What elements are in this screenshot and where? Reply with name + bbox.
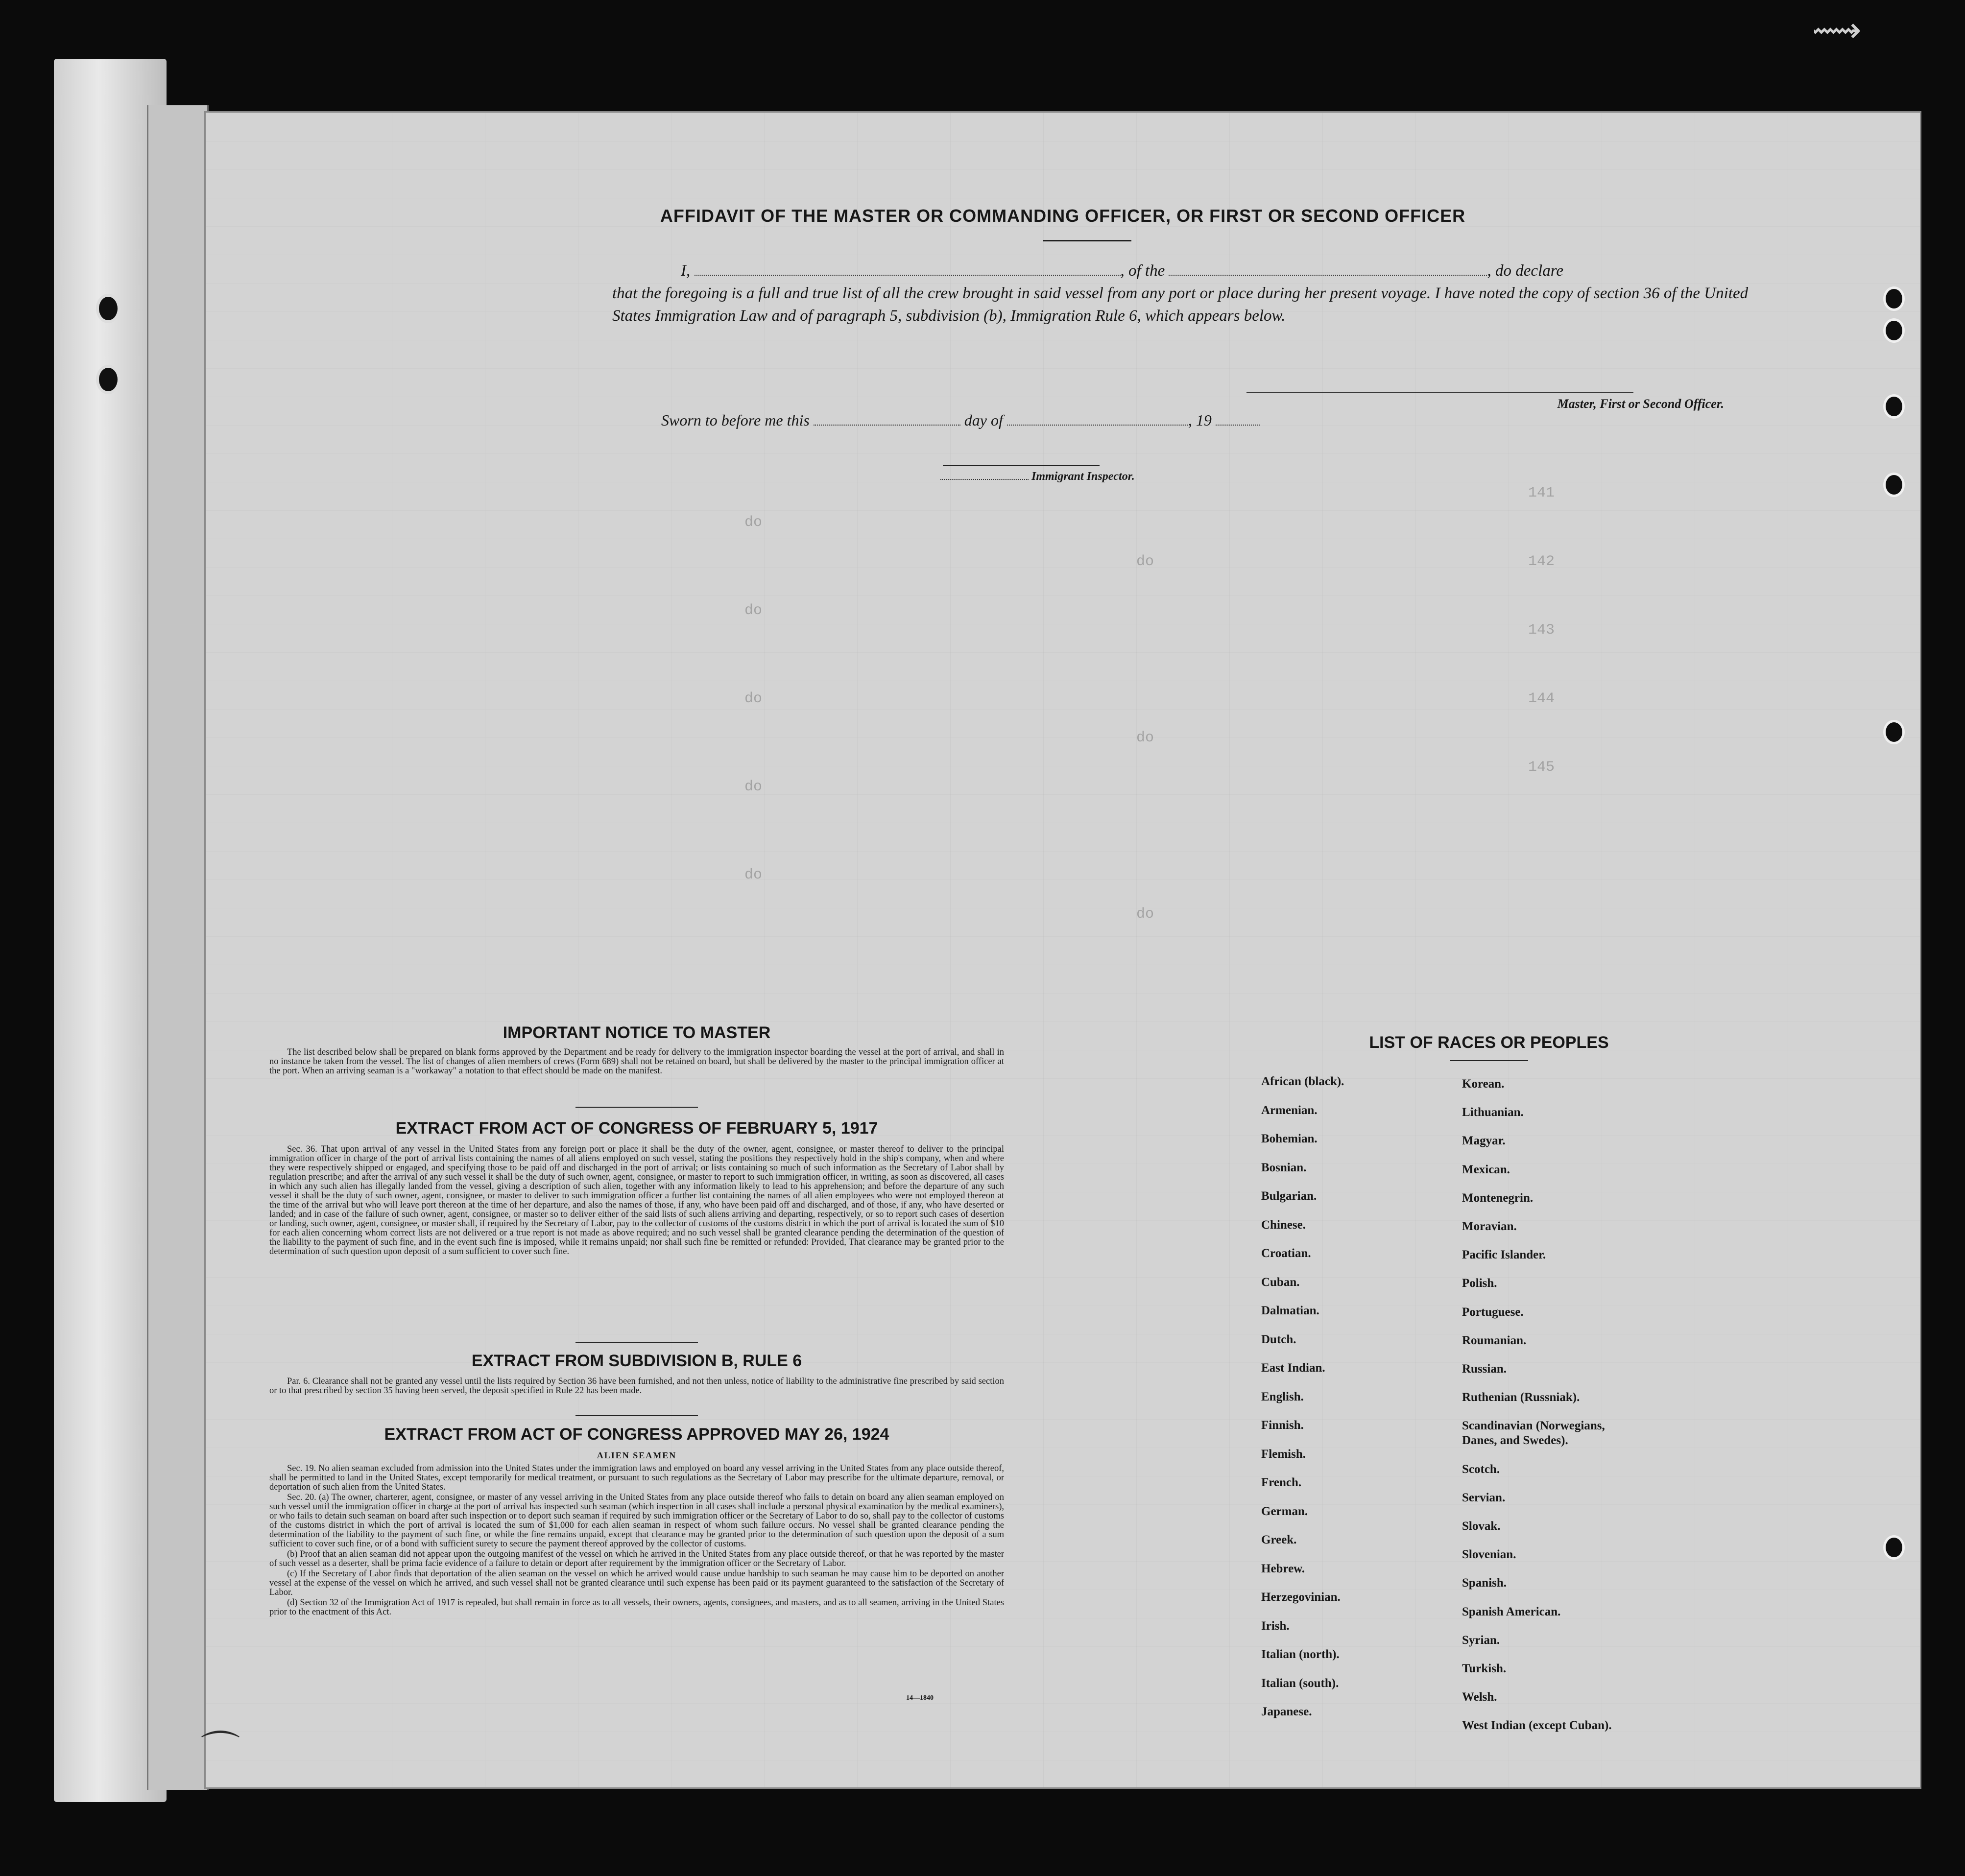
punch-hole <box>1883 394 1905 419</box>
day-blank[interactable] <box>814 412 960 426</box>
race-item: Dalmatian. <box>1261 1304 1319 1317</box>
race-item: Slovak. <box>1462 1520 1501 1533</box>
bleed-through: do <box>744 690 763 707</box>
month-blank[interactable] <box>1007 412 1188 426</box>
race-item: Montenegrin. <box>1462 1191 1534 1205</box>
race-item: Lithuanian. <box>1462 1106 1524 1119</box>
race-item: West Indian (except Cuban). <box>1462 1719 1612 1733</box>
notice-title: IMPORTANT NOTICE TO MASTER <box>503 1023 771 1042</box>
race-item: French. <box>1261 1476 1302 1489</box>
punch-hole <box>1883 720 1905 744</box>
declare-label: , do declare <box>1487 262 1563 280</box>
race-item: Ruthenian (Russniak). <box>1462 1391 1580 1404</box>
race-item: English. <box>1261 1390 1304 1403</box>
bleed-through: 143 <box>1528 622 1555 639</box>
race-item: Bosnian. <box>1261 1161 1307 1174</box>
binder-hole <box>96 365 120 394</box>
races-title: LIST OF RACES OR PEOPLES <box>1369 1033 1609 1052</box>
race-item: Danes, and Swedes). <box>1462 1434 1568 1448</box>
race-item: Armenian. <box>1261 1103 1318 1117</box>
bleed-through: do <box>744 867 763 883</box>
race-item: Korean. <box>1462 1077 1505 1091</box>
race-item: Spanish. <box>1462 1576 1507 1590</box>
affidavit-line-1 <box>612 260 1788 282</box>
year-blank[interactable] <box>1216 412 1260 426</box>
race-item: Servian. <box>1462 1491 1506 1504</box>
extract-1924-text <box>269 1464 1004 1618</box>
race-item: Moravian. <box>1462 1220 1517 1233</box>
extract-1924-paragraph: Sec. 20. (a) The owner, charterer, agent, consignee, or master of any vessel arriving in the United States from any place outside thereof who fails to detain on board any alien seaman employed on such vessel until the immigration officer in charge at the port of arrival has inspected such seaman (which inspection in all cases shall include a personal physical examination by the medical examiners), or who fails to detain such seaman on board after such inspection or to deport such seaman if required by such immigration officer or the Secretary of Labor to do so, shall pay to the collector of customs of the customs district in which the port of arrival is located the sum of $1,000 for each alien seaman in respect of whom such failure occurs. No vessel shall be granted clearance pending the determination of the liability to the payment of such fine, or while the fine remains unpaid, except that clearance may be granted prior to the determination of such question upon the deposit of a sum sufficient to cover such fine, or of a bond with sufficient surety to secure the payment thereof approved by the collector of customs. <box>269 1493 1004 1549</box>
race-item: Russian. <box>1462 1362 1507 1376</box>
race-item: Magyar. <box>1462 1134 1506 1148</box>
of-the-label: , of the <box>1120 262 1165 280</box>
race-item: Scotch. <box>1462 1462 1500 1476</box>
extract-1924-paragraph: (d) Section 32 of the Immigration Act of 1917 is repealed, but shall remain in force as to all vessels, their owners, agents, consignees, and masters, and as to all seamen, arriving in the United States prior to the enactment of this Act. <box>269 1598 1004 1617</box>
race-item: Japanese. <box>1261 1705 1312 1718</box>
extract-rule6-paragraph: Par. 6. Clearance shall not be granted any vessel until the lists required by Section 36 have been furnished, and not then unless, notice of liability to the administrative fine prescribed by said section or to that prescribed by section 35 having been served, the deposit specified in Rule 22 has been made. <box>269 1377 1004 1396</box>
race-item: Chinese. <box>1261 1218 1306 1232</box>
race-item: Portuguese. <box>1462 1305 1524 1319</box>
vessel-blank[interactable] <box>1169 262 1487 276</box>
manifest-sheet <box>201 113 1920 1787</box>
race-item: Flemish. <box>1261 1447 1306 1461</box>
extract-1924-paragraph: (c) If the Secretary of Labor finds that deportation of the alien seaman on the vessel on which he arrived would cause undue hardship to such seaman he may cause him to be deported on another vessel at the expense of the vessel on which he arrived, and such vessel shall not be granted clearance until such expense has been paid or its payment guaranteed to the satisfaction of the Secretary of Labor. <box>269 1569 1004 1597</box>
race-item: Roumanian. <box>1462 1333 1527 1347</box>
race-item: Spanish American. <box>1462 1605 1561 1618</box>
bleed-through: do <box>744 602 763 619</box>
race-item: Mexican. <box>1462 1163 1510 1176</box>
inspector-blank[interactable] <box>940 470 1029 480</box>
extract-1917-title: EXTRACT FROM ACT OF CONGRESS OF FEBRUARY 5, 1917 <box>395 1119 878 1138</box>
sworn-day-label: day of <box>964 411 1003 429</box>
bleed-through: 141 <box>1528 485 1555 501</box>
race-item: Italian (south). <box>1261 1676 1339 1690</box>
i-label: I, <box>681 262 691 280</box>
section-rule <box>575 1342 698 1343</box>
form-code: 14—1840 <box>906 1694 934 1702</box>
title-rule <box>1043 240 1131 241</box>
bleed-through: 144 <box>1528 690 1555 707</box>
extract-1917-text <box>269 1145 1004 1258</box>
races-rule <box>1450 1060 1528 1061</box>
extract-1924-paragraph: Sec. 19. No alien seaman excluded from admission into the United States under the immigration laws and employed on board any vessel arriving in the United States from any place outside thereof, shall be permitted to land in the United States, except temporarily for medical treatment, or pursuant to such regulations as the Secretary of Labor may prescribe for the ultimate departure, removal, or deportation of such alien from the United States. <box>269 1464 1004 1492</box>
extract-1924-title: EXTRACT FROM ACT OF CONGRESS APPROVED MAY 26, 1924 <box>384 1425 889 1444</box>
section-rule <box>575 1107 698 1108</box>
punch-hole <box>1883 473 1905 497</box>
handwritten-mark: ⟿ <box>1812 12 1862 49</box>
sworn-statement <box>661 411 1260 429</box>
race-item: German. <box>1261 1504 1308 1518</box>
bleed-through: 142 <box>1528 553 1555 570</box>
notice-text <box>269 1048 1004 1077</box>
race-item: East Indian. <box>1261 1361 1325 1375</box>
race-item: Slovenian. <box>1462 1548 1516 1562</box>
sworn-prefix: Sworn to before me this <box>661 411 810 429</box>
bleed-through: do <box>1136 553 1154 570</box>
race-item: Bulgarian. <box>1261 1189 1317 1203</box>
bleed-through: do <box>1136 906 1154 923</box>
race-item: Welsh. <box>1462 1690 1497 1704</box>
race-item: Pacific Islander. <box>1462 1248 1546 1262</box>
race-item: Dutch. <box>1261 1332 1296 1346</box>
race-item: Italian (north). <box>1261 1648 1340 1661</box>
race-item: Herzegovinian. <box>1261 1591 1341 1604</box>
punch-hole <box>1883 1535 1905 1560</box>
bleed-through: do <box>744 779 763 795</box>
race-item: Syrian. <box>1462 1633 1500 1647</box>
race-item: Hebrew. <box>1261 1562 1305 1575</box>
race-item: Irish. <box>1261 1619 1290 1633</box>
extract-1924-paragraph: (b) Proof that an alien seaman did not appear upon the outgoing manifest of the vessel on which he arrived in the United States from any place outside thereof, or that he was reported by the master of such vessel as a deserter, shall be prima facie evidence of a failure to detain or deport after requirement by the immigration officer or the Secretary of Labor. <box>269 1549 1004 1568</box>
binder-hole <box>96 294 120 323</box>
signature-label: Master, First or Second Officer. <box>1557 397 1724 411</box>
punch-hole <box>1883 318 1905 343</box>
extract-rule6-text <box>269 1377 1004 1397</box>
punch-hole <box>1883 286 1905 311</box>
inspector-signature <box>940 470 1135 483</box>
race-item: Turkish. <box>1462 1662 1507 1675</box>
affidavit-statement <box>612 260 1788 327</box>
race-item: Bohemian. <box>1261 1132 1318 1145</box>
affidavit-title: AFFIDAVIT OF THE MASTER OR COMMANDING OFFICER, OR FIRST OR SECOND OFFICER <box>660 206 1466 226</box>
race-item: Polish. <box>1462 1277 1497 1290</box>
underlying-page-edge <box>147 105 209 1790</box>
race-item: Finnish. <box>1261 1419 1304 1432</box>
inspector-rule <box>943 465 1100 466</box>
extract-1917-paragraph: Sec. 36. That upon arrival of any vessel in the United States from any foreign port or place it shall be the duty of the owner, agent, consignee, or master thereof to deliver to the principal immigration officer in charge of the port of arrival lists containing the names of all aliens employed on such vessel, stating the positions they respectively hold in the ship's company, when and where they were respectively shipped or engaged, and specifying those to be paid off and discharged in the port of arrival; or lists containing so much of such information as the Secretary of Labor shall by regulation prescribe; and after the arrival of any such vessel it shall be the duty of such owner, agent, consignee, or master to report to such immigration officer, in writing, as soon as discovered, all cases in which any such alien has illegally landed from the vessel, giving a description of such alien, together with any information likely to lead to his apprehension; and before the departure of any such vessel it shall be the duty of such owner, agent, consignee, or master to deliver to such immigration officer a further list containing the names of all alien employees who were not employed thereon at the time of the arrival but who will leave port thereon at the time of her departure, and also the names of those, if any, who have been paid off and discharged, and of those, if any, who have deserted or landed; and in case of the failure of such owner, agent, consignee, or master so to deliver either of the said lists of such aliens arriving and departing, respectively, or so to report such cases of desertion or landing, such owner, agent, consignee, or master shall, if required by the Secretary of Labor, pay to the collector of customs of the customs district in which the port of arrival is located the sum of $10 for each alien concerning whom correct lists are not delivered or a true report is not made as above required; and no such vessel shall be granted clearance pending the determination of the question of the liability to the payment of such fine, and in the event such fine is imposed, while it remains unpaid; nor shall such fine be remitted or refunded: Provided, That clearance may be granted prior to the determination of such question upon deposit of a sum sufficient to cover such fine. <box>269 1144 1004 1257</box>
bleed-through: do <box>1136 730 1154 746</box>
extract-rule6-title: EXTRACT FROM SUBDIVISION B, RULE 6 <box>471 1352 802 1370</box>
affidavit-body: that the foregoing is a full and true list of all the crew brought in said vessel from any port or place during her present voyage. I have noted the copy of section 36 of the United States Immigration Law and of paragraph 5, subdivision (b), Immigration Rule 6, which appears below. <box>612 285 1749 325</box>
inspector-label: Immigrant Inspector. <box>1031 470 1135 483</box>
race-item: Cuban. <box>1261 1275 1300 1289</box>
signature-line[interactable] <box>1246 392 1633 393</box>
race-item: Greek. <box>1261 1533 1297 1546</box>
section-rule <box>575 1415 698 1416</box>
sworn-year-label: , 19 <box>1188 411 1212 429</box>
race-item: Scandinavian (Norwegians, <box>1462 1419 1605 1433</box>
handwritten-mark: ⌒ <box>201 1730 240 1773</box>
notice-paragraph: The list described below shall be prepared on blank forms approved by the Department and be ready for delivery to the immigration inspector boarding the vessel at the port of arrival, and shall in no instance be taken from the vessel. The list of changes of alien members of crews (Form 689) shall not be retained on board, but shall be delivered by the master to the principal immigration officer at the port. When an arriving seaman is a "workaway" a notation to that effect should be made on the manifest. <box>269 1047 1004 1076</box>
race-item: African (black). <box>1261 1075 1344 1088</box>
name-blank[interactable] <box>695 262 1121 276</box>
bleed-through: 145 <box>1528 759 1555 776</box>
race-item: Croatian. <box>1261 1247 1311 1260</box>
extract-1924-subtitle: ALIEN SEAMEN <box>597 1450 677 1460</box>
bleed-through: do <box>744 514 763 531</box>
